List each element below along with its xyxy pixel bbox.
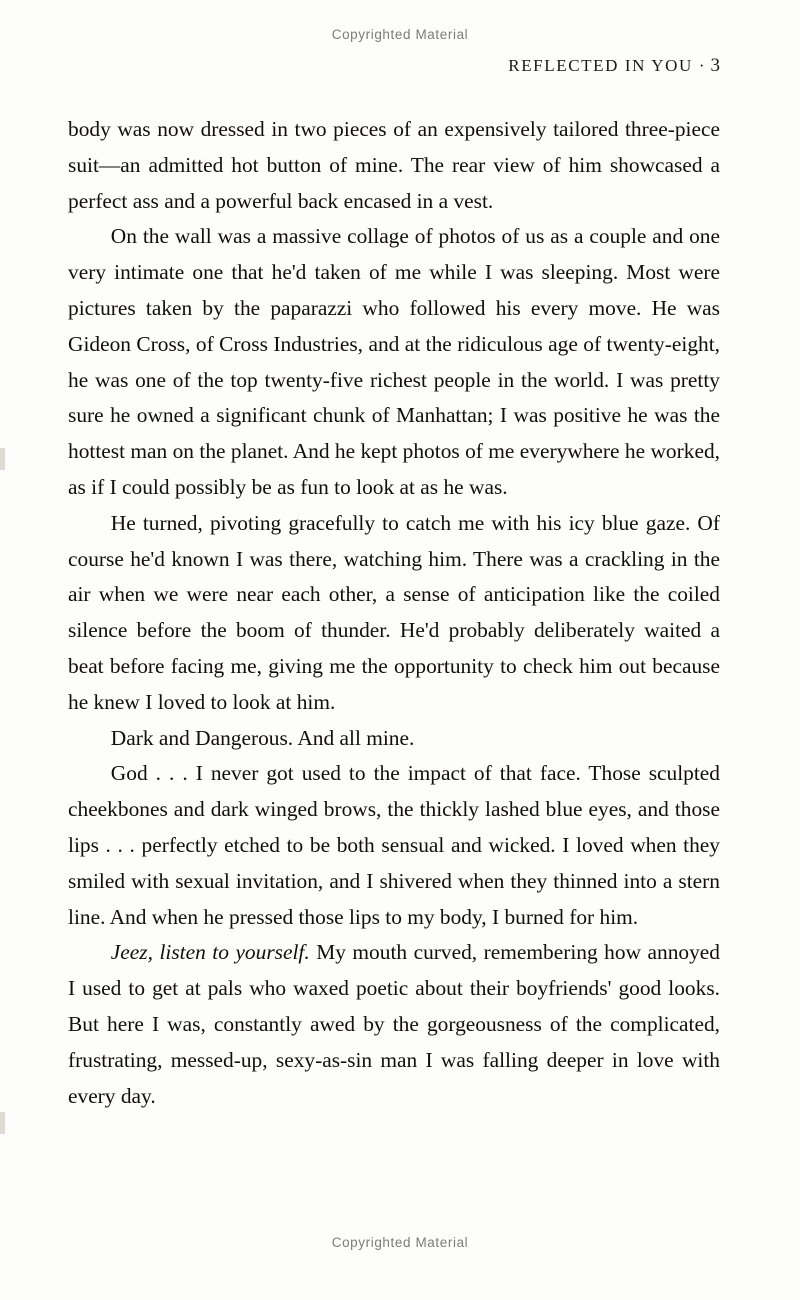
- running-head: [508, 55, 720, 77]
- paragraph-3: He turned, pivoting gracefully to catch me with his icy blue gaze. Of course he'd known I was there, watching him. There was a crackling in the air when we were near each other, a sense of anticipation like the coiled silence before the boom of thunder. He'd probably deliberately waited a beat before facing me, giving me the opportunity to check him out because he knew I loved to look at him.: [68, 510, 720, 714]
- paragraph-2: On the wall was a massive collage of photos of us as a couple and one very intimate one that he'd taken of me while I was sleeping. Most were pictures taken by the paparazzi who followed his every move. He was Gideon Cross, of Cross Industries, and at the ridiculous age of twenty-eight, he was one of the top twenty-five richest people in the world. I was pretty sure he owned a significant chunk of Manhattan; I was positive he was the hottest man on the planet. And he kept photos of me everywhere he worked, as if I could possibly be as fun to look at as he was.: [68, 224, 720, 499]
- page-edge-mark-upper: [0, 448, 5, 470]
- italic-inner-thought: Jeez, listen to yourself.: [110, 940, 310, 965]
- copyright-notice-bottom: Copyrighted Material: [331, 1235, 469, 1250]
- paragraph-4: Dark and Dangerous. And all mine.: [110, 725, 415, 750]
- body-text: [68, 112, 720, 1114]
- paragraph-6-text: My mouth curved, remembering how annoyed I used to get at pals who waxed poetic about their boyfriends' good looks. But here I was, constantly awed by the gorgeousness of the complicated, frustrating, messed-up, sexy-as-sin man I was falling deeper in love with every day.: [68, 940, 720, 1108]
- paragraph-5: God . . . I never got used to the impact of that face. Those sculpted cheekbones and dark winged brows, the thickly lashed blue eyes, and those lips . . . perfectly etched to be both sensual and wicked. I loved when they smiled with sexual invitation, and I shivered when they thinned into a stern line. And when he pressed those lips to my body, I burned for him.: [68, 761, 720, 929]
- copyright-notice-top: Copyrighted Material: [331, 27, 469, 42]
- paragraph-1: body was now dressed in two pieces of an expensively tailored three-piece suit—an admitted hot button of mine. The rear view of him showcased a perfect ass and a powerful back encased in a vest.: [68, 117, 720, 213]
- running-head-title: REFLECTED IN YOU: [508, 56, 693, 75]
- running-head-separator: ·: [698, 56, 705, 75]
- page-edge-mark-lower: [0, 1112, 5, 1134]
- page-number: 3: [710, 55, 720, 76]
- paragraph-6: [68, 935, 720, 1114]
